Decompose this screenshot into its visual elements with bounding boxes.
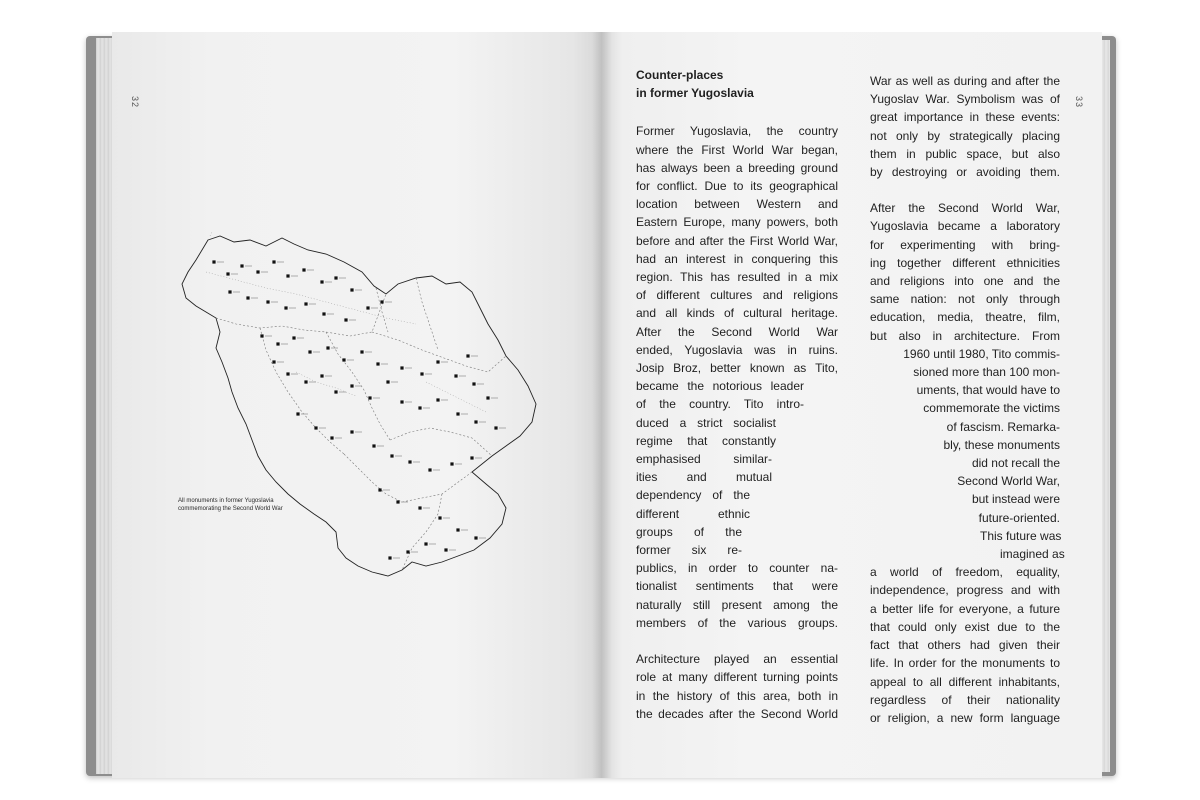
text-line: regardless of their nationality xyxy=(870,692,1060,707)
text-line: Yugoslav War. Symbolism was of xyxy=(870,92,1060,107)
monument-marker xyxy=(366,306,369,309)
column2-paragraph-2 xyxy=(870,199,1065,727)
monument-marker xyxy=(444,548,447,551)
text-line: where the First World War began, xyxy=(636,142,838,157)
column1-paragraph-2 xyxy=(636,650,838,723)
text-line: naturally still present among the xyxy=(636,597,838,612)
monument-marker xyxy=(326,346,329,349)
text-line: that could only exist due to the xyxy=(870,619,1060,634)
monument-marker xyxy=(296,412,299,415)
text-line: Eastern Europe, many powers, both xyxy=(636,215,838,230)
text-line: and all kinds of cultural heritage. xyxy=(636,306,838,321)
text-line: After the Second World War xyxy=(636,324,838,339)
monument-marker xyxy=(272,360,275,363)
text-line: for experimenting with bring- xyxy=(870,237,1060,252)
monument-marker xyxy=(334,390,337,393)
text-line: but also in architecture. From xyxy=(870,328,1060,343)
text-line: did not recall the xyxy=(971,456,1060,471)
chapter-title-line-2: in former Yugoslavia xyxy=(636,86,754,101)
monument-marker xyxy=(472,382,475,385)
text-line: had an interest in conquering this xyxy=(636,251,838,266)
monument-marker xyxy=(320,374,323,377)
monument-marker xyxy=(322,312,325,315)
monument-marker xyxy=(466,354,469,357)
monument-marker xyxy=(256,270,259,273)
text-line: Architecture played an essential xyxy=(636,652,838,667)
text-line: regime that constantly xyxy=(636,433,776,448)
monument-marker xyxy=(320,280,323,283)
text-line: duced a strict socialist xyxy=(636,415,776,430)
monument-marker xyxy=(388,556,391,559)
text-column-1 xyxy=(636,66,838,723)
text-line: ing together different ethnicities xyxy=(870,255,1060,270)
monument-marker xyxy=(470,456,473,459)
text-line: bly, these monuments xyxy=(943,437,1060,452)
chapter-title-line-1: Counter-places xyxy=(636,68,724,82)
text-line: members of the various groups. xyxy=(636,615,838,630)
text-line: This future was xyxy=(980,528,1062,543)
paragraph-gap xyxy=(636,102,838,120)
text-line: publics, in order to counter na- xyxy=(636,561,838,576)
monument-marker xyxy=(342,358,345,361)
monument-marker xyxy=(228,290,231,293)
monument-marker xyxy=(284,306,287,309)
text-line: of different cultures and religions xyxy=(636,288,838,303)
text-line: not only by strategically placing xyxy=(870,128,1060,143)
caption-line-1: All monuments in former Yugoslavia xyxy=(178,498,274,504)
monument-marker xyxy=(400,366,403,369)
text-line: same nation: not only through xyxy=(870,292,1060,307)
text-line: became the notorious leader xyxy=(636,379,804,394)
monument-marker xyxy=(350,384,353,387)
text-line: groups of the xyxy=(636,524,742,539)
map-caption xyxy=(178,497,358,513)
text-line: a world of freedom, equality, xyxy=(870,565,1060,580)
monument-marker xyxy=(486,396,489,399)
text-line: by destroying or avoiding them. xyxy=(870,165,1060,180)
text-line: fact that others had given their xyxy=(870,638,1060,653)
monument-marker xyxy=(226,272,229,275)
monument-marker xyxy=(474,536,477,539)
text-line: ended, Yugoslavia was in ruins. xyxy=(636,342,838,357)
text-line: role at many different turning points xyxy=(636,670,838,685)
yugoslavia-monument-map xyxy=(176,232,546,578)
text-line: independence, progress and with xyxy=(870,583,1060,598)
text-line: future-oriented. xyxy=(978,510,1060,525)
text-line: has always been a breeding ground xyxy=(636,160,838,175)
map-outer-border xyxy=(182,236,536,576)
text-line: After the Second World War, xyxy=(870,201,1060,216)
text-line: War as well as during and after the xyxy=(870,74,1060,88)
text-line: for conflict. Due to its geographical xyxy=(636,179,838,194)
text-line: the decades after the Second World xyxy=(636,706,838,721)
monument-marker xyxy=(418,406,421,409)
text-line: Second World War, xyxy=(957,474,1060,489)
text-line: dependency of the xyxy=(636,488,750,503)
monument-marker xyxy=(266,300,269,303)
monument-marker xyxy=(390,454,393,457)
text-line: Former Yugoslavia, the country xyxy=(636,124,838,139)
paragraph-gap xyxy=(870,181,1060,199)
paragraph-gap xyxy=(636,632,838,650)
monument-marker xyxy=(212,260,215,263)
text-line: ities and mutual xyxy=(636,470,772,485)
monument-marker xyxy=(304,302,307,305)
monument-marker xyxy=(260,334,263,337)
page-number-left: 32 xyxy=(130,96,140,109)
text-line: sioned more than 100 mon- xyxy=(913,365,1060,380)
monument-marker xyxy=(292,336,295,339)
text-line: before and after the First World War, xyxy=(636,233,838,248)
monument-marker xyxy=(420,372,423,375)
monument-marker xyxy=(428,468,431,471)
text-line: location between Western and xyxy=(636,197,838,212)
text-line: great importance in these events: xyxy=(870,110,1060,125)
monument-marker xyxy=(400,400,403,403)
text-line: or religion, a new form language xyxy=(870,710,1060,725)
monument-marker xyxy=(406,550,409,553)
text-line: 1960 until 1980, Tito commis- xyxy=(903,346,1060,361)
monument-marker xyxy=(436,360,439,363)
text-line: Josip Broz, better known as Tito, xyxy=(636,361,838,376)
monument-marker xyxy=(474,420,477,423)
text-line: education, media, theatre, film, xyxy=(870,310,1060,325)
text-line: commemorate the victims xyxy=(923,401,1060,416)
text-line: of fascism. Remarka- xyxy=(946,419,1060,434)
monument-marker xyxy=(378,488,381,491)
monument-marker xyxy=(376,362,379,365)
monument-marker xyxy=(276,342,279,345)
monument-marker xyxy=(314,426,317,429)
map-rivers xyxy=(206,232,486,412)
monument-marker xyxy=(330,436,333,439)
monument-marker xyxy=(334,276,337,279)
monument-marker xyxy=(272,260,275,263)
text-line: appeal to all different inhabitants, xyxy=(870,674,1060,689)
monument-marker xyxy=(424,542,427,545)
monument-marker xyxy=(454,374,457,377)
monument-marker xyxy=(396,500,399,503)
monument-marker xyxy=(456,528,459,531)
monument-marker xyxy=(304,380,307,383)
text-line: Yugoslavia became a laboratory xyxy=(870,219,1060,234)
monument-marker xyxy=(350,430,353,433)
text-line: but instead were xyxy=(971,492,1060,507)
text-line: of the country. Tito intro- xyxy=(636,397,804,412)
monument-marker xyxy=(240,264,243,267)
column1-paragraph-1 xyxy=(636,122,838,632)
monument-marker xyxy=(302,268,305,271)
monument-marker xyxy=(246,296,249,299)
text-line: emphasised similar- xyxy=(636,452,772,467)
monument-marker xyxy=(456,412,459,415)
text-line: region. This has resulted in a mix xyxy=(636,270,838,285)
monument-marker xyxy=(386,380,389,383)
monument-marker xyxy=(494,426,497,429)
caption-line-2: commemorating the Second World War xyxy=(178,506,283,512)
monument-marker xyxy=(286,274,289,277)
monument-marker xyxy=(350,288,353,291)
map-monument-markers xyxy=(212,260,506,559)
text-line: former six re- xyxy=(636,543,742,558)
map-internal-borders xyxy=(216,278,506,570)
book-gutter xyxy=(592,32,612,778)
column2-paragraph-1 xyxy=(870,72,1060,181)
text-line: tionalist sentiments that were xyxy=(636,579,838,594)
text-line: in the history of this area, both in xyxy=(636,688,838,703)
text-line: a better life for everyone, a future xyxy=(870,601,1060,616)
monument-marker xyxy=(436,398,439,401)
text-line: different ethnic xyxy=(636,506,750,521)
monument-marker xyxy=(418,506,421,509)
text-line: imagined as xyxy=(1000,547,1065,562)
monument-marker xyxy=(408,460,411,463)
text-line: and religions into one and the xyxy=(870,274,1060,289)
text-line: uments, that would have to xyxy=(916,383,1060,398)
monument-marker xyxy=(308,350,311,353)
monument-marker xyxy=(438,516,441,519)
monument-marker xyxy=(368,396,371,399)
page-number-right: 33 xyxy=(1074,96,1084,109)
monument-marker xyxy=(344,318,347,321)
text-line: life. In order for the monuments to xyxy=(870,656,1060,671)
monument-marker xyxy=(372,444,375,447)
text-line: them in public space, but also xyxy=(870,146,1060,161)
monument-marker xyxy=(380,300,383,303)
text-column-2 xyxy=(870,72,1065,727)
monument-marker xyxy=(286,372,289,375)
monument-marker xyxy=(450,462,453,465)
monument-marker xyxy=(360,350,363,353)
